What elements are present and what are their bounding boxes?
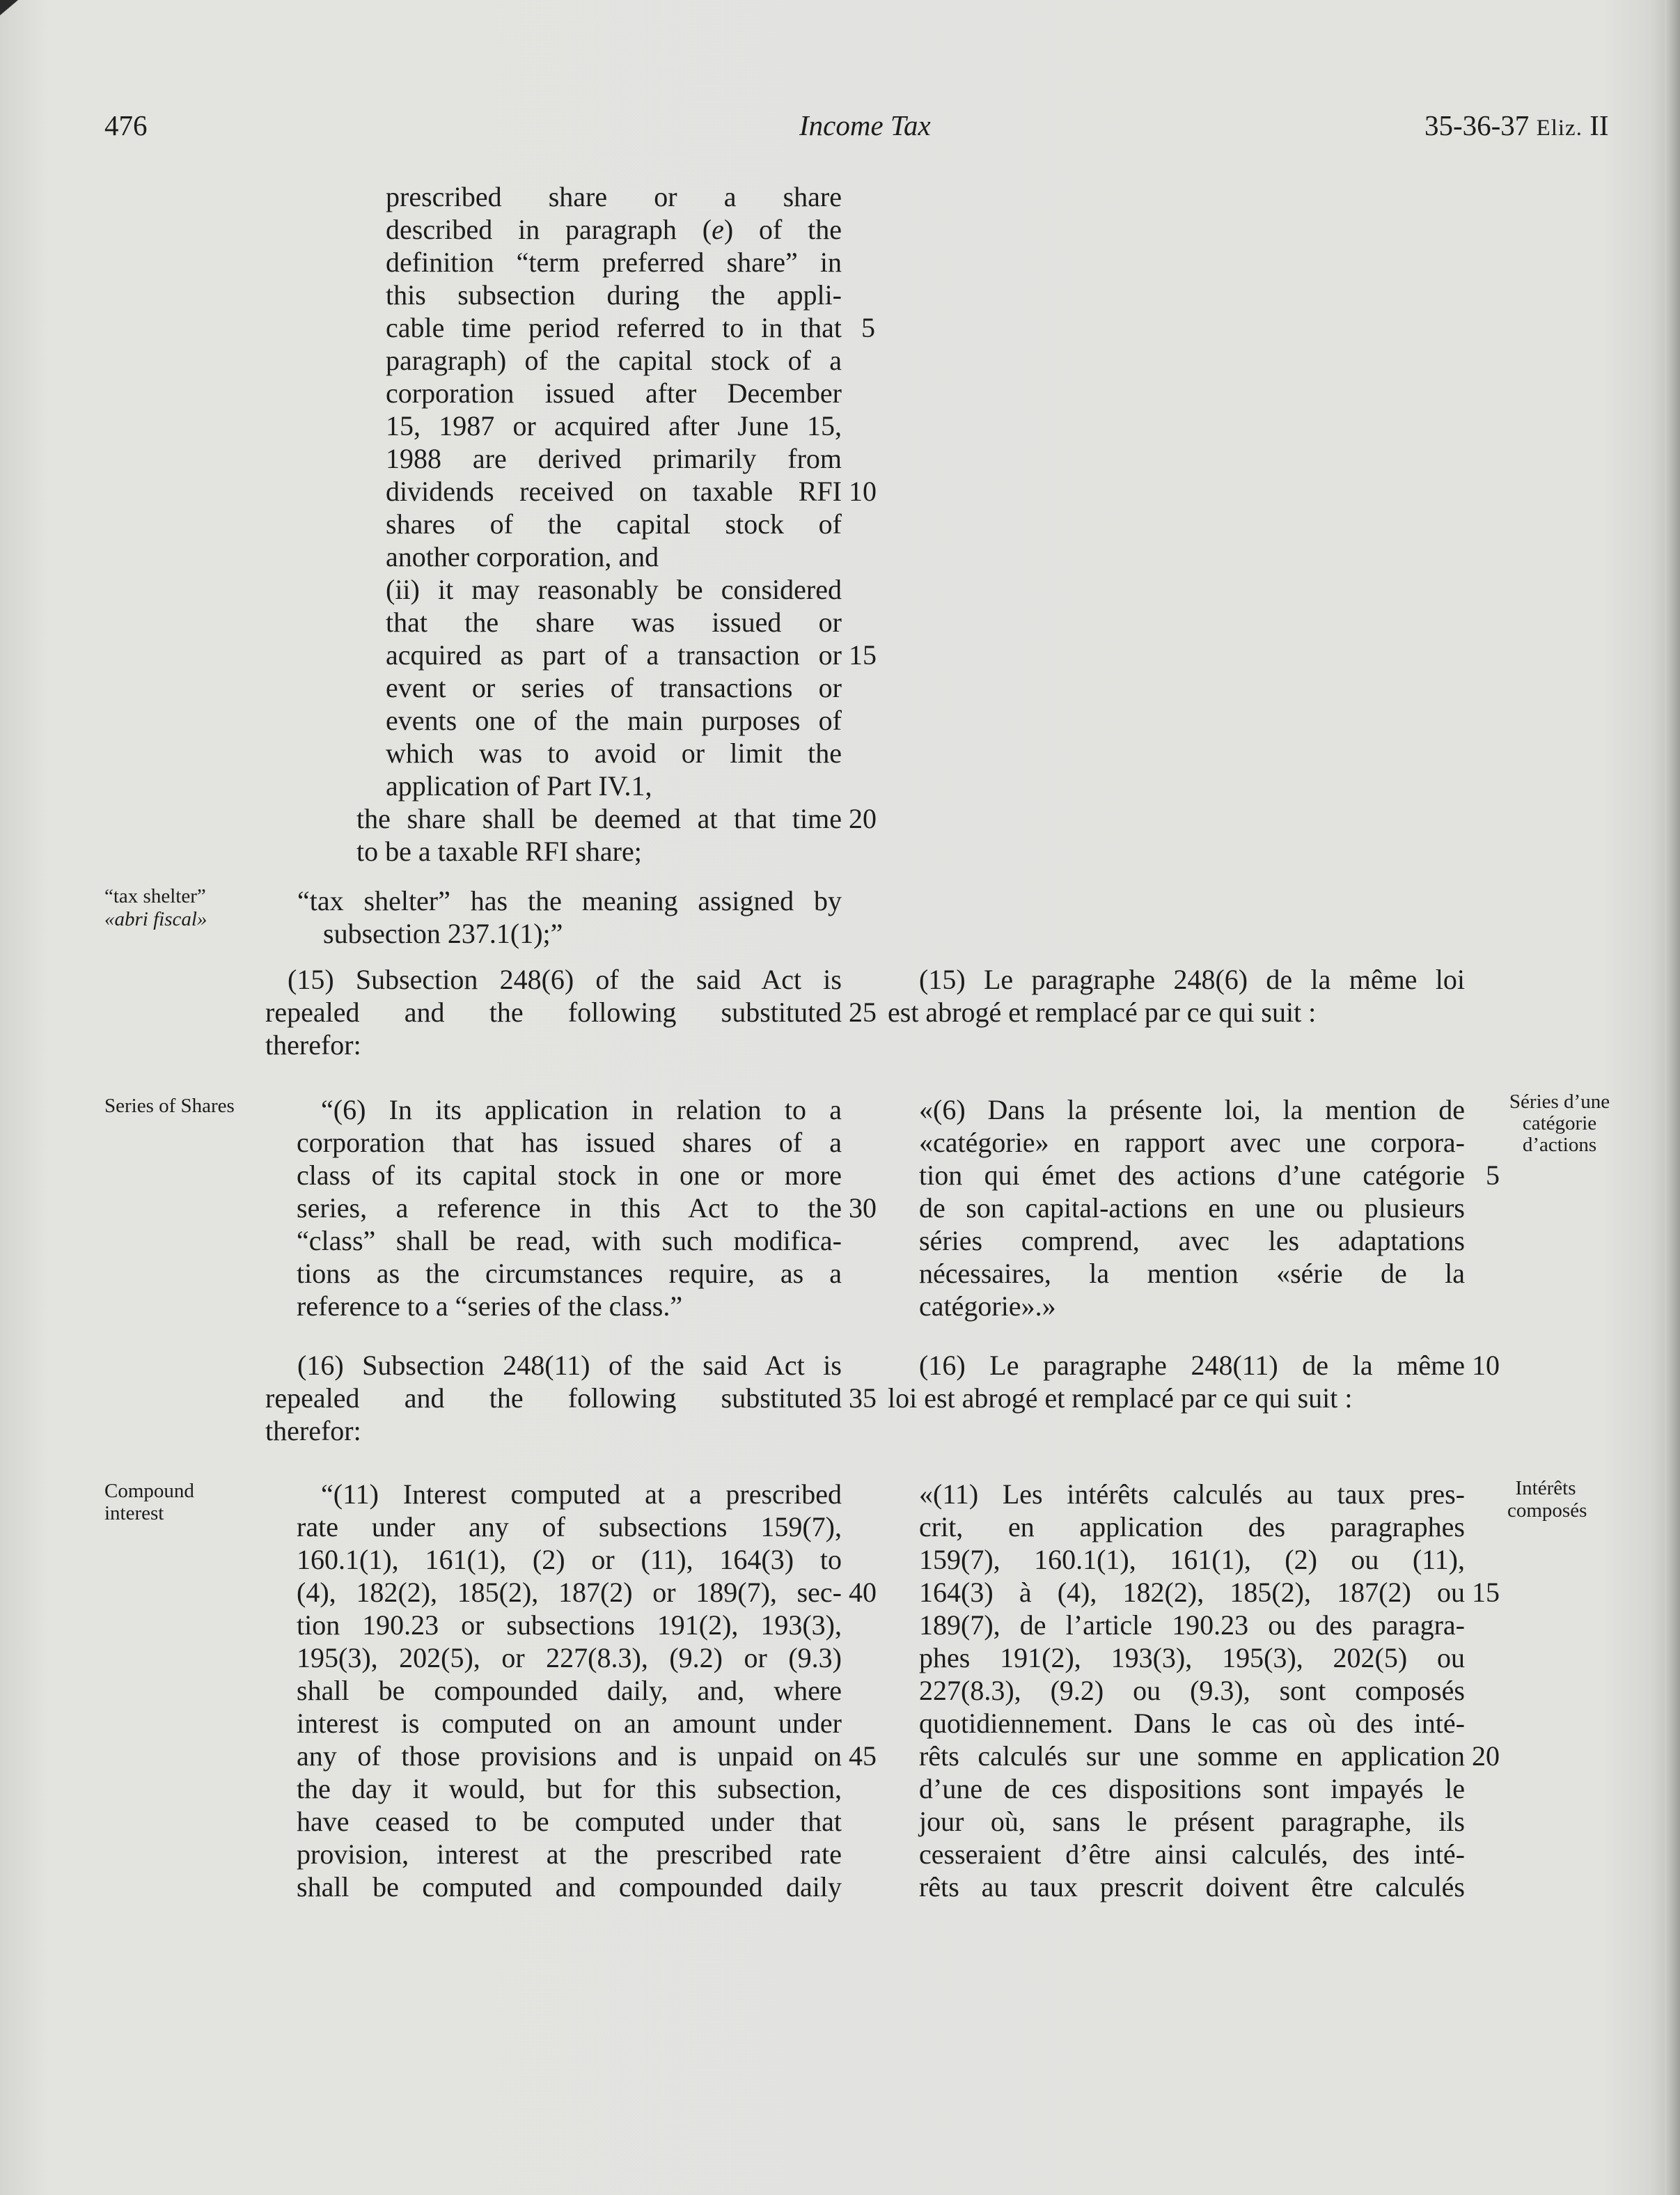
- text-line: application of Part IV.1,: [386, 770, 652, 802]
- line-number: 15: [849, 639, 877, 671]
- text-line: est abrogé et remplacé par ce qui suit :: [888, 997, 1317, 1028]
- text-line: 164(3) à (4), 182(2), 185(2), 187(2) ou: [919, 1577, 1465, 1608]
- margin-note-interets-2: composés: [1507, 1499, 1587, 1522]
- margin-note-compound-2: interest: [104, 1502, 164, 1524]
- scan-corner-mark: [0, 0, 18, 15]
- text-line: this subsection during the appli-: [386, 279, 842, 311]
- text-line: tions as the circumstances require, as a: [297, 1258, 842, 1289]
- text-line: interest is computed on an amount under: [297, 1708, 842, 1739]
- text-line: «(6) Dans la présente loi, la mention de: [919, 1094, 1465, 1125]
- text-line: 159(7), 160.1(1), 161(1), (2) ou (11),: [919, 1544, 1465, 1575]
- line-number: 5: [1486, 1159, 1500, 1191]
- line-number: 45: [849, 1740, 877, 1772]
- text-line: tion 190.23 or subsections 191(2), 193(3),: [297, 1609, 842, 1641]
- citation-prefix: 35-36-37: [1424, 109, 1537, 141]
- text-line: rate under any of subsections 159(7),: [297, 1511, 842, 1542]
- text-line: which was to avoid or limit the: [386, 737, 842, 769]
- text-line: event or series of transactions or: [386, 672, 842, 703]
- text-line: loi est abrogé et remplacé par ce qui suit :: [888, 1382, 1353, 1414]
- text-line: 189(7), de l’article 190.23 ou des paragra-: [919, 1609, 1465, 1641]
- text-line: (4), 182(2), 185(2), 187(2) or 189(7), sec-: [297, 1577, 842, 1608]
- text-line: 1988 are derived primarily from: [386, 443, 842, 474]
- text-line: tion qui émet des actions d’une catégorie: [919, 1159, 1465, 1191]
- line-number: 25: [849, 997, 877, 1028]
- citation-suffix: II: [1582, 109, 1609, 141]
- text-line: shall be computed and compounded daily: [297, 1871, 842, 1903]
- line-number: 40: [849, 1577, 877, 1608]
- line-number: 20: [849, 803, 877, 834]
- text-line: acquired as part of a transaction or: [386, 639, 842, 671]
- text-line: definition “term preferred share” in: [386, 247, 842, 278]
- text-line: cable time period referred to in that: [386, 312, 842, 343]
- text-line: shall be compounded daily, and, where: [297, 1675, 842, 1706]
- text-line: provision, interest at the prescribed rate: [297, 1838, 842, 1870]
- text-line: described in paragraph (e) of the: [386, 214, 842, 245]
- text-line: “class” shall be read, with such modifica-: [297, 1225, 842, 1256]
- text-line: de son capital-actions en une ou plusieurs: [919, 1192, 1465, 1224]
- text-line: repealed and the following substituted: [265, 1382, 842, 1414]
- page-number: 476: [104, 109, 148, 141]
- text-line: to be a taxable RFI share;: [356, 836, 642, 867]
- text-line: paragraph) of the capital stock of a: [386, 345, 842, 376]
- running-title: Income Tax: [799, 109, 931, 141]
- text-line: rêts calculés sur une somme en application: [919, 1740, 1465, 1772]
- margin-note-series-of-shares: Series of Shares: [104, 1095, 235, 1117]
- text-line: 195(3), 202(5), or 227(8.3), (9.2) or (9.3): [297, 1642, 842, 1673]
- margin-note-tax-shelter-fr: «abri fiscal»: [104, 908, 207, 930]
- text-line: any of those provisions and is unpaid on: [297, 1740, 842, 1772]
- text-line: d’une de ces dispositions sont impayés le: [919, 1773, 1465, 1804]
- margin-note-interets-1: Intérêts: [1515, 1477, 1576, 1499]
- line-number: 10: [849, 476, 877, 507]
- text-line: the share shall be deemed at that time: [356, 803, 842, 834]
- text-line: the day it would, but for this subsection,: [297, 1773, 842, 1804]
- text-line: corporation that has issued shares of a: [297, 1127, 842, 1158]
- text-line: rêts au taux prescrit doivent être calculés: [919, 1871, 1465, 1903]
- citation-smallcaps: Eliz.: [1536, 116, 1583, 141]
- text-line: cesseraient d’être ainsi calculés, des inté-: [919, 1838, 1465, 1870]
- text-line: “(6) In its application in relation to a: [321, 1094, 842, 1125]
- text-line: reference to a “series of the class.”: [297, 1290, 683, 1322]
- citation: [1424, 104, 1609, 149]
- text-line: (ii) it may reasonably be considered: [386, 574, 842, 605]
- text-line: séries comprend, avec les adaptations: [919, 1225, 1465, 1256]
- text-line: class of its capital stock in one or more: [297, 1159, 842, 1191]
- line-number: 10: [1472, 1350, 1500, 1381]
- text-line: jour où, sans le présent paragraphe, ils: [919, 1806, 1465, 1837]
- margin-note-compound-1: Compound: [104, 1480, 194, 1502]
- text-line: “tax shelter” has the meaning assigned by: [297, 885, 842, 916]
- margin-note-series-fr-1: Séries d’une: [1509, 1091, 1610, 1113]
- text-line: repealed and the following substituted: [265, 997, 842, 1028]
- text-line: (15) Le paragraphe 248(6) de la même loi: [919, 964, 1465, 995]
- text-line: 15, 1987 or acquired after June 15,: [386, 410, 842, 442]
- text-line: dividends received on taxable RFI: [386, 476, 842, 507]
- text-line: therefor:: [265, 1415, 361, 1446]
- text-line: «catégorie» en rapport avec une corpora-: [919, 1127, 1465, 1158]
- text-line: phes 191(2), 193(3), 195(3), 202(5) ou: [919, 1642, 1465, 1673]
- line-number: 15: [1472, 1577, 1500, 1608]
- line-number: 35: [849, 1382, 877, 1414]
- text-line: quotidiennement. Dans le cas où des inté-: [919, 1708, 1465, 1739]
- text-line: series, a reference in this Act to the: [297, 1192, 842, 1224]
- text-line: crit, en application des paragraphes: [919, 1511, 1465, 1542]
- italic-letter: e: [712, 214, 724, 245]
- text-line: prescribed share or a share: [386, 181, 842, 212]
- text-line: “(11) Interest computed at a prescribed: [321, 1478, 842, 1510]
- text-line: corporation issued after December: [386, 377, 842, 409]
- text-line: (16) Subsection 248(11) of the said Act is: [297, 1350, 842, 1381]
- text-line: 160.1(1), 161(1), (2) or (11), 164(3) to: [297, 1544, 842, 1575]
- text-line: 227(8.3), (9.2) ou (9.3), sont composés: [919, 1675, 1465, 1706]
- text-line: events one of the main purposes of: [386, 705, 842, 736]
- text-line: catégorie».»: [919, 1290, 1056, 1322]
- text-line: nécessaires, la mention «série de la: [919, 1258, 1465, 1289]
- page-edge-shadow: [1665, 0, 1680, 2195]
- text-line: therefor:: [265, 1029, 361, 1061]
- margin-note-series-fr-2: catégorie: [1522, 1112, 1597, 1134]
- text-line: shares of the capital stock of: [386, 508, 842, 540]
- text-line: (15) Subsection 248(6) of the said Act is: [288, 964, 842, 995]
- text-line: another corporation, and: [386, 541, 659, 572]
- text-line: subsection 237.1(1);”: [323, 918, 563, 949]
- line-number: 5: [861, 312, 875, 343]
- text-line: (16) Le paragraphe 248(11) de la même: [919, 1350, 1465, 1381]
- text-line: that the share was issued or: [386, 607, 842, 638]
- margin-note-series-fr-3: d’actions: [1522, 1134, 1597, 1156]
- line-number: 30: [849, 1192, 877, 1224]
- line-number: 20: [1472, 1740, 1500, 1772]
- text-line: «(11) Les intérêts calculés au taux pres-: [919, 1478, 1465, 1510]
- text-line: have ceased to be computed under that: [297, 1806, 842, 1837]
- margin-note-tax-shelter-en: “tax shelter”: [104, 885, 206, 907]
